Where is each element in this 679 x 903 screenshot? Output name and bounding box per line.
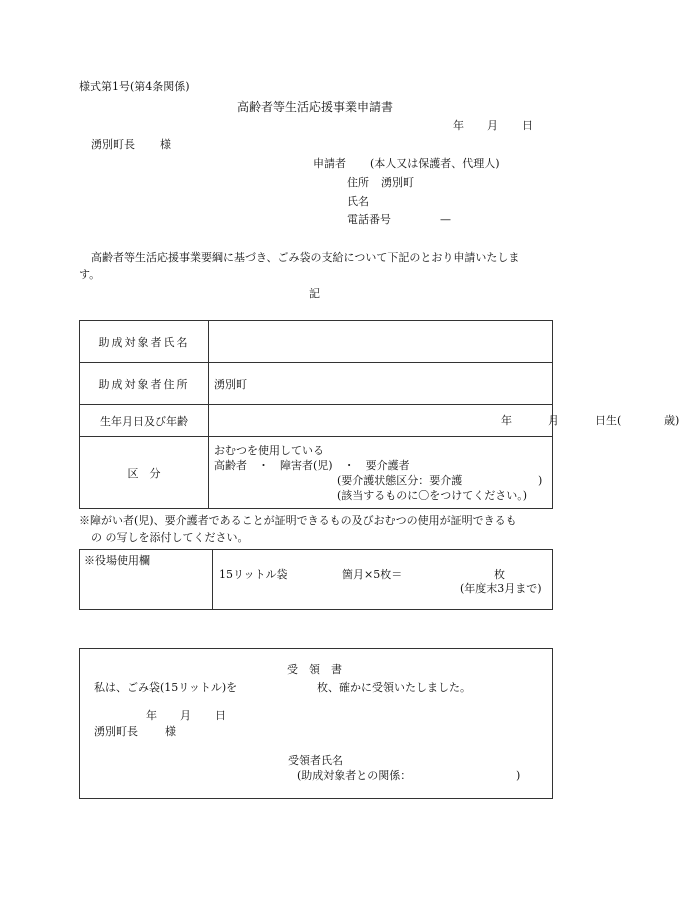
target-address-value: 湧別町 <box>214 377 247 391</box>
phone-dash: — <box>440 213 451 226</box>
office-use-label: ※役場使用欄 <box>84 554 150 567</box>
addressee-mayor: 湧別町長 <box>91 138 135 151</box>
birth-date-label: 生年月日及び年齢 <box>80 405 209 437</box>
receipt-sama: 様 <box>165 725 176 738</box>
office-use-box <box>79 549 553 610</box>
target-address-label: 助成対象者住所 <box>80 363 209 405</box>
receiver-relation: (助成対象者との関係： <box>297 769 412 782</box>
address-value: 湧別町 <box>381 176 414 189</box>
birth-date-cell[interactable] <box>209 405 679 437</box>
receiver-relation-close: ) <box>516 769 521 782</box>
date-day: 日 <box>522 119 533 132</box>
receipt-year: 年 <box>146 709 157 722</box>
birth-day-unit: 日生( <box>595 413 622 427</box>
receipt-text-b: 枚、確かに受領いたしました。 <box>317 681 471 694</box>
birth-year-unit: 年 <box>501 413 512 427</box>
receipt-mayor: 湧別町長 <box>94 725 138 738</box>
table-row <box>80 405 553 437</box>
attachment-note-line1: ※障がい者(児)、要介護者であることが証明できるもの及びおむつの使用が証明できるも <box>79 514 517 527</box>
age-unit: 歳) <box>664 413 679 427</box>
date-month: 月 <box>487 119 498 132</box>
application-table <box>79 320 679 509</box>
receipt-day: 日 <box>215 709 226 722</box>
receipt-text-a: 私は、ごみ袋(15リットル)を <box>94 681 238 694</box>
table-row <box>80 363 553 405</box>
table-row <box>80 321 553 363</box>
category-cell[interactable] <box>209 437 553 509</box>
bag-formula: 箇月×5枚＝ <box>342 568 403 581</box>
receipt-box <box>79 648 553 799</box>
care-level-close: ) <box>538 473 543 487</box>
date-year: 年 <box>453 119 464 132</box>
office-period: (年度末3月まで) <box>460 582 542 595</box>
applicant-label: 申請者 <box>313 157 346 170</box>
attachment-note-line2: の の写しを添付してください。 <box>91 531 249 544</box>
body-text-line2: す。 <box>79 268 101 281</box>
name-label: 氏名 <box>347 195 369 208</box>
applicant-note: (本人又は保護者、代理人) <box>370 157 500 170</box>
target-name-label: 助成対象者氏名 <box>80 321 209 363</box>
addressee-sama: 様 <box>160 138 171 151</box>
target-address-cell[interactable] <box>209 363 553 405</box>
bag-size: 15リットル袋 <box>219 568 288 581</box>
address-label: 住所 <box>347 176 369 189</box>
phone-label: 電話番号 <box>347 213 391 226</box>
category-options[interactable]: 高齢者 ・ 障害者(児) ・ 要介護者 <box>214 458 410 472</box>
form-number: 様式第1号(第4条関係) <box>79 80 190 93</box>
birth-month-unit: 月 <box>548 413 559 427</box>
category-line1: おむつを使用している <box>214 443 324 457</box>
body-text-line1: 高齢者等生活応援事業要綱に基づき、ごみ袋の支給について下記のとおり申請いたしま <box>91 251 520 264</box>
receiver-name-label: 受領者氏名 <box>288 754 343 767</box>
care-level-text: (要介護状態区分：要介護 <box>337 473 463 487</box>
category-label: 区 分 <box>80 437 209 509</box>
bag-unit: 枚 <box>494 568 505 581</box>
receipt-month: 月 <box>180 709 191 722</box>
office-use-divider <box>212 550 213 609</box>
circle-instruction: (該当するものに〇をつけてください。) <box>337 488 528 502</box>
receipt-title: 受 領 書 <box>287 663 342 676</box>
target-name-cell[interactable] <box>209 321 553 363</box>
ki-mark: 記 <box>309 287 320 300</box>
page-title: 高齢者等生活応援事業申請書 <box>237 100 394 114</box>
table-row <box>80 437 553 509</box>
